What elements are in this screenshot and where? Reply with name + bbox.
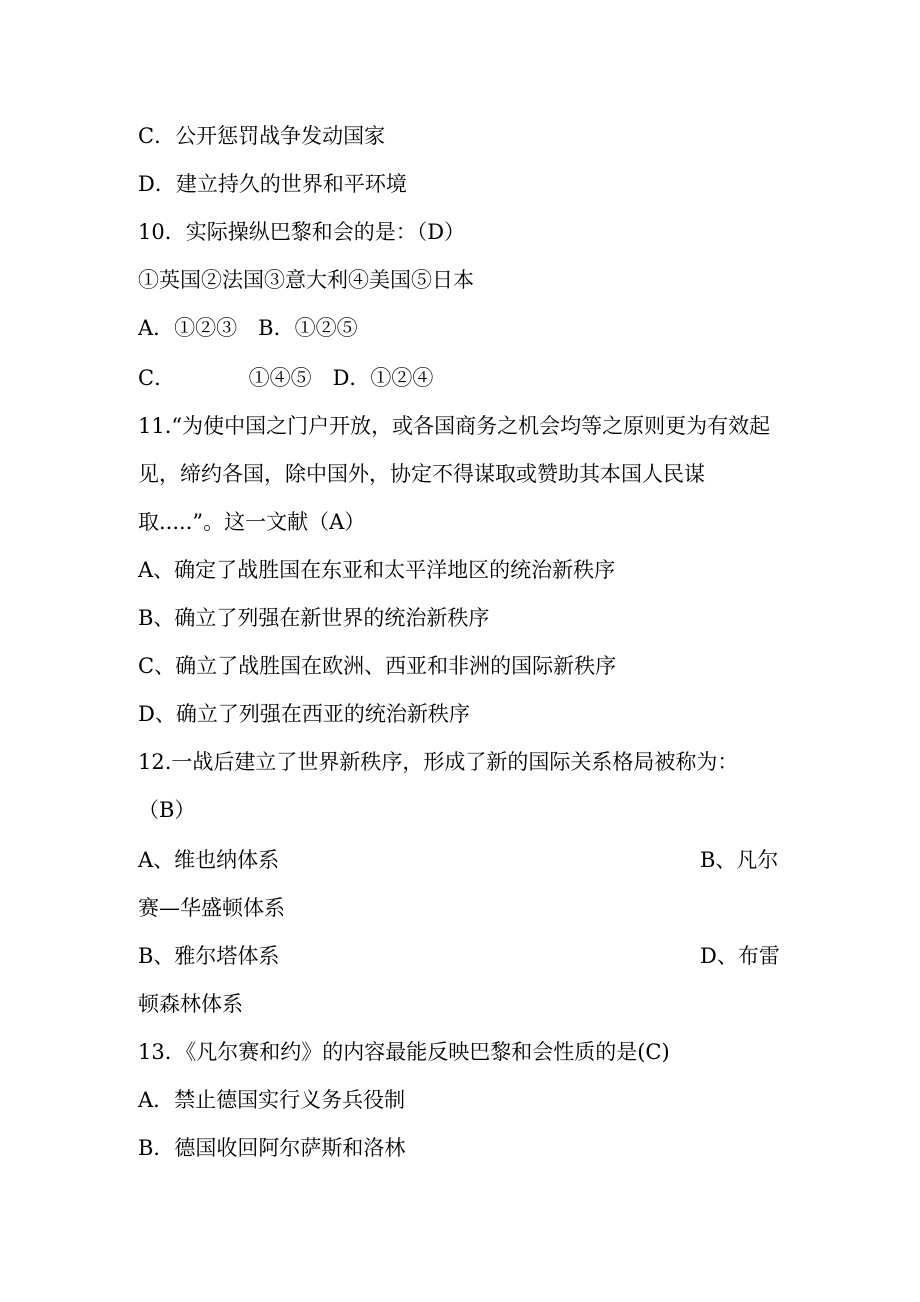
option-13b: B．德国收回阿尔萨斯和洛林 xyxy=(138,1136,406,1160)
option-12d-start: D、布雷 xyxy=(700,944,780,968)
question-13: 13．《凡尔赛和约》的内容最能反映巴黎和会性质的是(C) xyxy=(138,1040,670,1064)
option-12b-end: 赛—华盛顿体系 xyxy=(138,896,285,920)
option-9d: D．建立持久的世界和平环境 xyxy=(138,172,407,196)
question-10: 10．实际操纵巴黎和会的是：（D） xyxy=(138,220,466,244)
option-11d: D、确立了列强在西亚的统治新秩序 xyxy=(138,702,470,726)
option-12b-start: B、凡尔 xyxy=(700,848,779,872)
question-11-line-3: 取.....”。这一文献（A） xyxy=(138,510,366,534)
option-9c: C．公开惩罚战争发动国家 xyxy=(138,124,386,148)
question-10-countries: ①英国②法国③意大利④美国⑤日本 xyxy=(138,268,474,292)
option-11a: A、确定了战胜国在东亚和太平洋地区的统治新秩序 xyxy=(138,558,616,582)
option-11b: B、确立了列强在新世界的统治新秩序 xyxy=(138,606,490,630)
option-11c: C、确立了战胜国在欧洲、西亚和非洲的国际新秩序 xyxy=(138,654,617,678)
question-11-line-2: 见，缔约各国，除中国外，协定不得谋取或赞助其本国人民谋 xyxy=(138,462,705,486)
option-12a: A、维也纳体系 xyxy=(138,848,280,872)
options-10-ab: A．①②③ B．①②⑤ xyxy=(138,316,358,340)
option-12c: B、雅尔塔体系 xyxy=(138,944,280,968)
question-11-line-1: 11.“为使中国之门户开放，或各国商务之机会均等之原则更为有效起 xyxy=(138,414,771,438)
question-12: 12.一战后建立了世界新秩序，形成了新的国际关系格局被称为： xyxy=(138,750,739,774)
option-12d-end: 顿森林体系 xyxy=(138,992,243,1016)
question-12-answer: （B） xyxy=(138,798,196,822)
options-10-cd: C． ①④⑤ D．①②④ xyxy=(138,366,434,390)
option-13a: A．禁止德国实行义务兵役制 xyxy=(138,1088,406,1112)
